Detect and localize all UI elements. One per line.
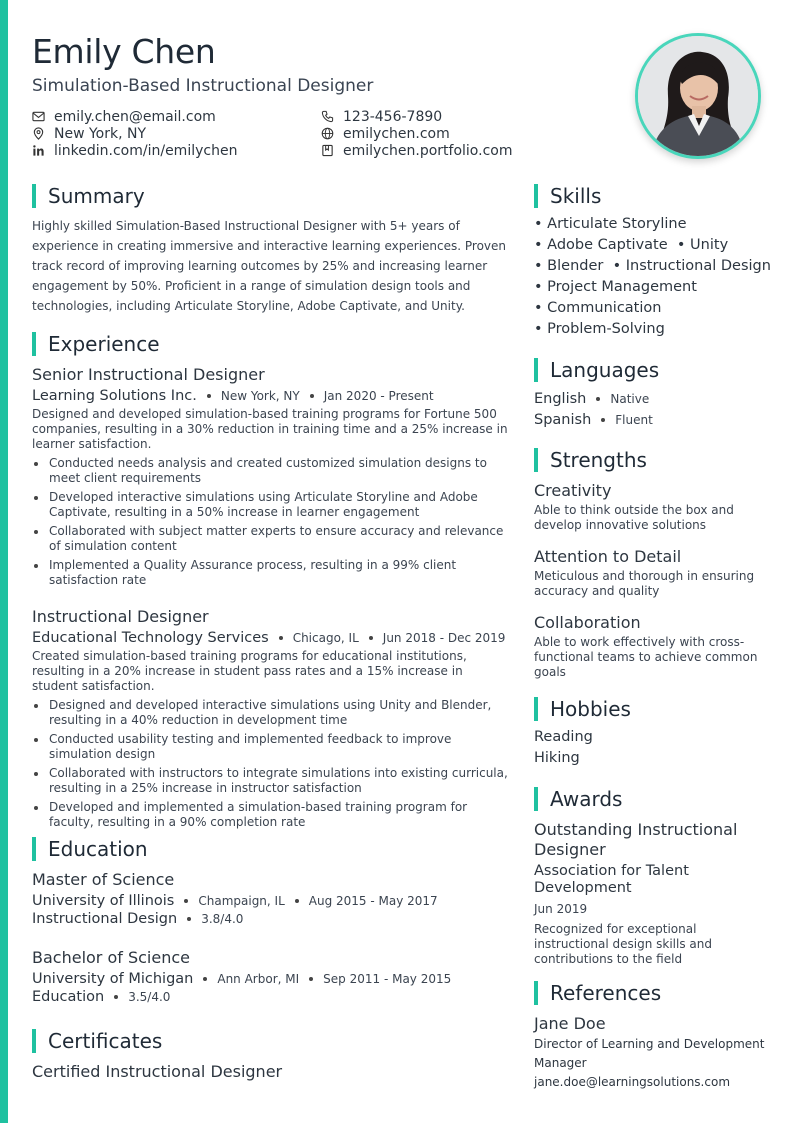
job-dates: Jan 2020 - Present: [323, 389, 434, 403]
skill-item: Unity: [690, 237, 729, 253]
contact-portfolio[interactable]: emilychen.portfolio.com: [321, 142, 581, 159]
language-item: Spanish Fluent: [534, 411, 653, 428]
list-item: Conducted needs analysis and created customized simulation designs to meet client requirements: [32, 456, 512, 486]
school-location: Champaign, IL: [198, 894, 285, 908]
contact-email[interactable]: emily.chen@email.com: [32, 108, 321, 125]
gpa: 3.8/4.0: [201, 912, 244, 926]
language-item: English Native: [534, 390, 650, 407]
job-meta: [32, 630, 512, 646]
education-entry: [32, 870, 512, 927]
contact-website[interactable]: emilychen.com: [321, 125, 581, 142]
reference-item: [534, 1014, 772, 1092]
email-icon: [32, 110, 45, 123]
list-item: Designed and developed interactive simulations using Unity and Blender, resulting in a 40% reduction in development time: [32, 698, 512, 728]
reference-name: Jane Doe: [534, 1014, 606, 1033]
portfolio-icon: [321, 144, 334, 157]
phone-icon: [321, 110, 334, 123]
candidate-title: Simulation-Based Instructional Designer: [32, 76, 374, 96]
contact-info: [32, 108, 592, 159]
job-title: Senior Instructional Designer: [32, 365, 265, 384]
award-date: Jun 2019: [534, 902, 588, 916]
school-name: University of Illinois: [32, 893, 175, 909]
location-icon: [32, 127, 45, 140]
skill-item: Problem-Solving: [547, 321, 665, 337]
globe-icon: [321, 127, 334, 140]
skill-item: Instructional Design: [625, 258, 771, 274]
hobby-item: Reading: [534, 729, 593, 745]
skills-heading: Skills: [534, 184, 601, 208]
profile-photo: [635, 33, 761, 159]
reference-email[interactable]: jane.doe@learningsolutions.com: [534, 1075, 731, 1089]
award-issuer: Association for Talent Development: [534, 863, 689, 896]
list-item: Conducted usability testing and implemented feedback to improve simulation design: [32, 732, 512, 762]
strength-item: Attention to Detail Meticulous and thorough in ensuring accuracy and quality: [534, 547, 755, 598]
candidate-name: Emily Chen: [32, 32, 216, 71]
linkedin-icon: [32, 144, 45, 157]
company-name: Educational Technology Services: [32, 630, 269, 646]
list-item: Implemented a Quality Assurance process, resulting in a 99% client satisfaction rate: [32, 558, 512, 588]
award-item: [534, 820, 772, 967]
job-description: Created simulation-based training programs for educational institutions, resulting in a 20% increase in student pass rates and a 15% increase in student satisfaction.: [32, 649, 467, 693]
field-of-study: Education: [32, 989, 105, 1005]
school-location: Ann Arbor, MI: [217, 972, 300, 986]
list-item: Collaborated with subject matter experts to ensure accuracy and relevance of simulation content: [32, 524, 512, 554]
degree: Bachelor of Science: [32, 948, 190, 967]
school-dates: Sep 2011 - May 2015: [323, 972, 452, 986]
skill-item: Blender: [547, 258, 604, 274]
certificate-item: Certified Instructional Designer: [32, 1062, 283, 1081]
list-item: Developed and implemented a simulation-based training program for faculty, resulting in a 90% completion rate: [32, 800, 512, 830]
job-bullets: [32, 456, 512, 588]
job-meta: [32, 388, 512, 404]
references-heading: References: [534, 981, 661, 1005]
strength-item: Collaboration Able to work effectively with cross-functional teams to achieve common goals: [534, 613, 758, 679]
job-description: Designed and developed simulation-based training programs for Fortune 500 companies, resulting in a 30% reduction in training time and a 25% increase in learner satisfaction.: [32, 407, 508, 451]
job-bullets: [32, 698, 512, 830]
certificates-heading: Certificates: [32, 1029, 162, 1053]
experience-heading: Experience: [32, 332, 160, 356]
list-item: Collaborated with instructors to integrate simulations into existing curricula, resulting in a 25% increase in instructor satisfaction: [32, 766, 512, 796]
summary-text: Highly skilled Simulation-Based Instructional Designer with 5+ years of experience in creating immersive and interactive learning experiences. Proven track record of improving learning outcomes by 25% and increasing learner engagement by 50%. Proficient in a range of simulation design tools and technologies, including Articulate Storyline, Adobe Captivate, and Unity.: [32, 219, 506, 313]
company-name: Learning Solutions Inc.: [32, 388, 197, 404]
contact-phone[interactable]: 123-456-7890: [321, 108, 581, 125]
hobby-item: Hiking: [534, 750, 580, 766]
strengths-heading: Strengths: [534, 448, 647, 472]
school-name: University of Michigan: [32, 971, 194, 987]
job-location: New York, NY: [220, 389, 300, 403]
strength-item: Creativity Able to think outside the box and develop innovative solutions: [534, 481, 734, 532]
education-heading: Education: [32, 837, 148, 861]
skill-item: Articulate Storyline: [547, 216, 687, 232]
hobbies-heading: Hobbies: [534, 697, 631, 721]
education-entry: [32, 948, 512, 1005]
languages-heading: Languages: [534, 358, 659, 382]
job-location: Chicago, IL: [292, 631, 359, 645]
award-title: Outstanding Instructional Designer: [534, 820, 738, 859]
accent-stripe: [0, 0, 8, 1123]
job-entry: [32, 365, 512, 592]
school-dates: Aug 2015 - May 2017: [308, 894, 438, 908]
skills-list: • Articulate Storyline • Adobe Captivate • Unity • Blender • Instructional Design • Project Management • Communication • Problem-Solving: [534, 216, 771, 337]
skill-item: Communication: [547, 300, 662, 316]
job-title: Instructional Designer: [32, 607, 209, 626]
job-entry: [32, 607, 512, 834]
awards-heading: Awards: [534, 787, 622, 811]
hobbies-list: [534, 727, 772, 769]
portrait-image: [638, 36, 758, 156]
job-dates: Jun 2018 - Dec 2019: [382, 631, 506, 645]
degree: Master of Science: [32, 870, 175, 889]
summary-heading: Summary: [32, 184, 145, 208]
award-description: Recognized for exceptional instructional design skills and contributions to the field: [534, 922, 712, 966]
skill-item: Adobe Captivate: [547, 237, 668, 253]
contact-location: New York, NY: [32, 125, 321, 142]
languages-list: [534, 388, 772, 430]
reference-role: Director of Learning and Development Manager: [534, 1037, 765, 1070]
contact-linkedin[interactable]: linkedin.com/in/emilychen: [32, 142, 321, 159]
field-of-study: Instructional Design: [32, 911, 178, 927]
skill-item: Project Management: [547, 279, 697, 295]
list-item: Developed interactive simulations using Articulate Storyline and Adobe Captivate, resulting in a 50% increase in learner engagement: [32, 490, 512, 520]
resume-page: [32, 0, 772, 1123]
gpa: 3.5/4.0: [128, 990, 171, 1004]
